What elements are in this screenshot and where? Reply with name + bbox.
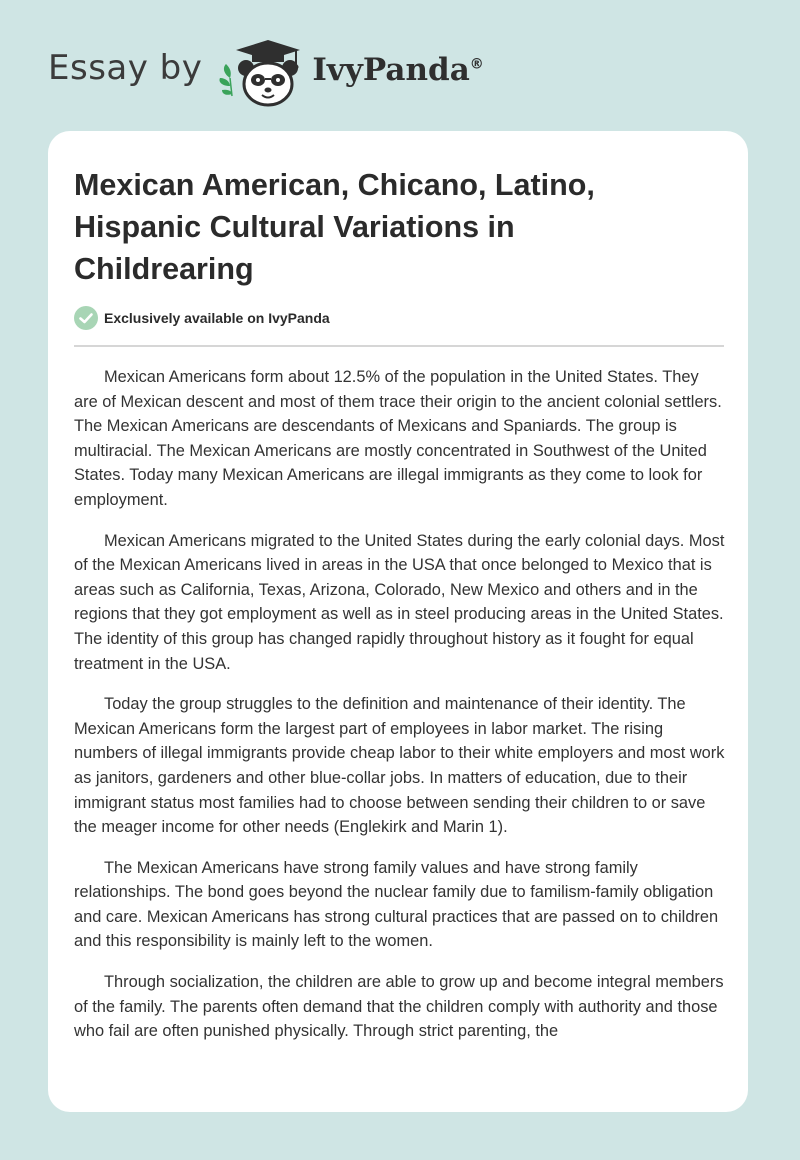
essay-paragraph: The Mexican Americans have strong family values and have strong family relationships. The bond goes beyond the nuclear family due to familism-family obligation and care. Mexican Americans has strong cultural practices that are passed on to children and this responsibility is mainly left to the women.: [74, 858, 719, 951]
verified-check-icon: [74, 306, 98, 330]
essay-card: [48, 131, 748, 1112]
essay-paragraph: Today the group struggles to the definition and maintenance of their identity. The Mexican Americans form the largest part of employees in labor market. The rising numbers of illegal immigrants provide cheap labor to their white employers and most work as janitors, gardeners and other blue-collar jobs. In matters of education, due to their immigrant status most families had to choose between sending their children to or save the meager income for other needs (Englekirk and Marin 1).: [74, 695, 725, 837]
essay-paragraph: Through socialization, the children are able to grow up and become integral members of the family. The parents often demand that the children comply with authority and those who fail are often punished physically. Through strict parenting, the: [74, 973, 724, 1041]
essay-paragraph: Mexican Americans migrated to the United States during the early colonial days. Most of the Mexican Americans lived in areas in the USA that once belonged to Mexico that is areas such as California, Texas, Arizona, Colorado, New Mexico and others and in the regions that they got employment as well as in steel producing areas in the United States. The identity of this group has changed rapidly throughout history as it fought for equal treatment in the USA.: [74, 531, 725, 673]
essay-body: [74, 365, 725, 1060]
panda-graduate-logo-icon[interactable]: [216, 34, 308, 110]
essay-by-label: Essay by: [48, 48, 203, 88]
exclusive-badge: [74, 306, 330, 330]
site-header: [48, 34, 484, 110]
registered-mark: ®: [469, 56, 484, 73]
exclusive-label: Exclusively available on IvyPanda: [104, 310, 330, 326]
brand-label: IvyPanda: [312, 52, 470, 88]
essay-title: Mexican American, Chicano, Latino, Hispanic Cultural Variations in Childrearing: [74, 168, 595, 286]
title-divider: [74, 345, 724, 347]
brand-name[interactable]: [312, 52, 483, 88]
essay-paragraph: Mexican Americans form about 12.5% of the population in the United States. They are of Mexican descent and most of them trace their origin to the ancient colonial settlers. The Mexican Americans are descendants of Mexicans and Spaniards. The group is multiracial. The Mexican Americans are mostly concentrated in Southwest of the United States. Today many Mexican Americans are illegal immigrants as they come to look for employment.: [74, 368, 722, 509]
